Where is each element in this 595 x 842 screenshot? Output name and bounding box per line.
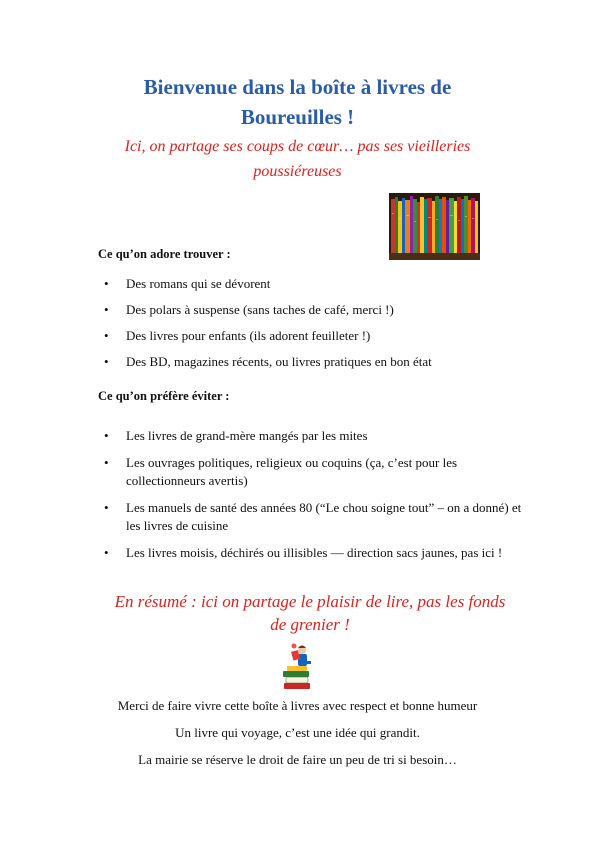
section-like-heading: Ce qu’on adore trouver : [98,247,231,261]
list-item: • Des BD, magazines récents, ou livres pratiques en bon état [104,353,524,371]
section-avoid-list [104,427,524,562]
summary [60,590,560,636]
list-item: • Des livres pour enfants (ils adorent feuilleter !) [104,327,524,345]
list-item: • Les livres de grand-mère mangés par les mites [104,427,524,445]
list-item: • Les livres moisis, déchirés ou illisibles — direction sacs jaunes, pas ici ! [104,544,524,562]
summary-line-2: de grenier ! [270,615,350,634]
footer-notice: La mairie se réserve le droit de faire un peu de tri si besoin… [138,752,457,767]
list-item: • Des polars à suspense (sans taches de café, merci !) [104,301,524,319]
title-line-2: Boureuilles ! [240,105,355,129]
list-item: • Des romans qui se dévorent [104,275,524,293]
footer-tagline: Un livre qui voyage, c’est une idée qui grandit. [175,725,420,740]
reader-image [278,641,318,691]
title-line-1: Bienvenue dans la boîte à livres de [143,75,452,99]
subtitle [60,134,535,184]
list-item: • Les ouvrages politiques, religieux ou coquins (ça, c’est pour les collectionneurs avertis) [104,454,524,490]
list-item: • Les manuels de santé des années 80 (“Le chou soigne tout” – on a donné) et les livres de cuisine [104,499,524,535]
summary-line-1: En résumé : ici on partage le plaisir de lire, pas les fonds [114,592,506,611]
section-avoid-heading: Ce qu’on préfère éviter : [98,389,230,403]
footer-thanks: Merci de faire vivre cette boîte à livres avec respect et bonne humeur [117,698,478,713]
page-title [60,72,535,132]
subtitle-line-2: poussiéreuses [253,163,342,180]
subtitle-line-1: Ici, on partage ses coups de cœur… pas ses vieilleries [124,138,471,155]
section-like-list [104,275,524,371]
bookshelf-image [389,193,480,260]
